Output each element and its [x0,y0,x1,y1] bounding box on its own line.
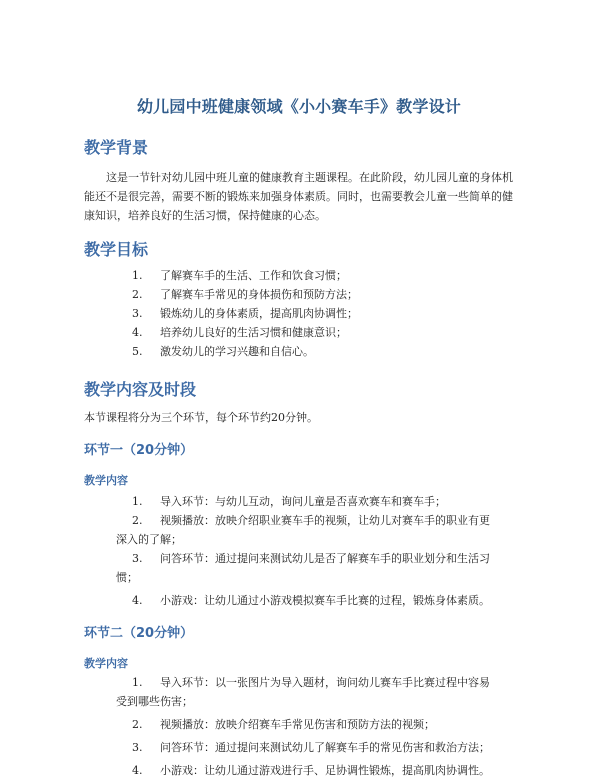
list-item: 4. 小游戏：让幼儿通过游戏进行手、足协调性锻炼，提高肌肉协调性。 [132,764,490,777]
section-heading-background: 教学背景 [84,138,149,157]
section-heading-goals: 教学目标 [84,240,149,259]
section2-heading: 环节二（20分钟） [84,626,194,641]
list-item: 2. 了解赛车手常见的身体损伤和预防方法； [132,288,358,301]
list-item: 1. 了解赛车手的生活、工作和饮食习惯； [132,269,347,282]
list-item: 3. 问答环节：通过提问来测试幼儿是否了解赛车手的职业划分和生活习 惯； [116,552,490,584]
section-heading-content: 教学内容及时段 [84,380,197,399]
list-item: 2. 视频播放：放映介绍赛车手常见伤害和预防方法的视频； [132,718,435,731]
list-item: 4. 培养幼儿良好的生活习惯和健康意识； [132,326,347,339]
list-item: 1. 导入环节：以一张图片为导入题材，询问幼儿赛车手比赛过程中容易 受到哪些伤害； [116,676,490,708]
list-item: 4. 小游戏：让幼儿通过小游戏模拟赛车手比赛的过程，锻炼身体素质。 [132,594,490,607]
list-item: 3. 问答环节：通过提问来测试幼儿了解赛车手的常见伤害和救治方法； [132,741,490,754]
list-item: 3. 锻炼幼儿的身体素质，提高肌肉协调性； [132,307,358,320]
section1-subheading: 教学内容 [84,474,128,487]
section2-list [84,673,514,780]
section2-subheading: 教学内容 [84,657,128,670]
list-item: 1. 导入环节：与幼儿互动，询问儿童是否喜欢赛车和赛车手； [132,495,446,508]
section1-list [84,492,514,610]
page-title: 幼儿园中班健康领域《小小赛车手》教学设计 [136,97,461,116]
list-item: 5. 激发幼儿的学习兴趣和自信心。 [132,345,314,358]
goals-list [84,266,514,361]
content-intro: 本节课程将分为三个环节，每个环节约20分钟。 [84,411,318,424]
section1-heading: 环节一（20分钟） [84,443,194,458]
list-item: 2. 视频播放：放映介绍职业赛车手的视频，让幼儿对赛车手的职业有更 深入的了解； [116,514,490,546]
background-paragraph: 这是一节针对幼儿园中班儿童的健康教育主题课程。在此阶段，幼儿园儿童的身体机能还不是很完善，需要不断的锻炼来加强身体素质。同时，也需要教会儿童一些简单的健康知识，培养良好的生活习惯，保持健康的心态。 [84,171,513,222]
